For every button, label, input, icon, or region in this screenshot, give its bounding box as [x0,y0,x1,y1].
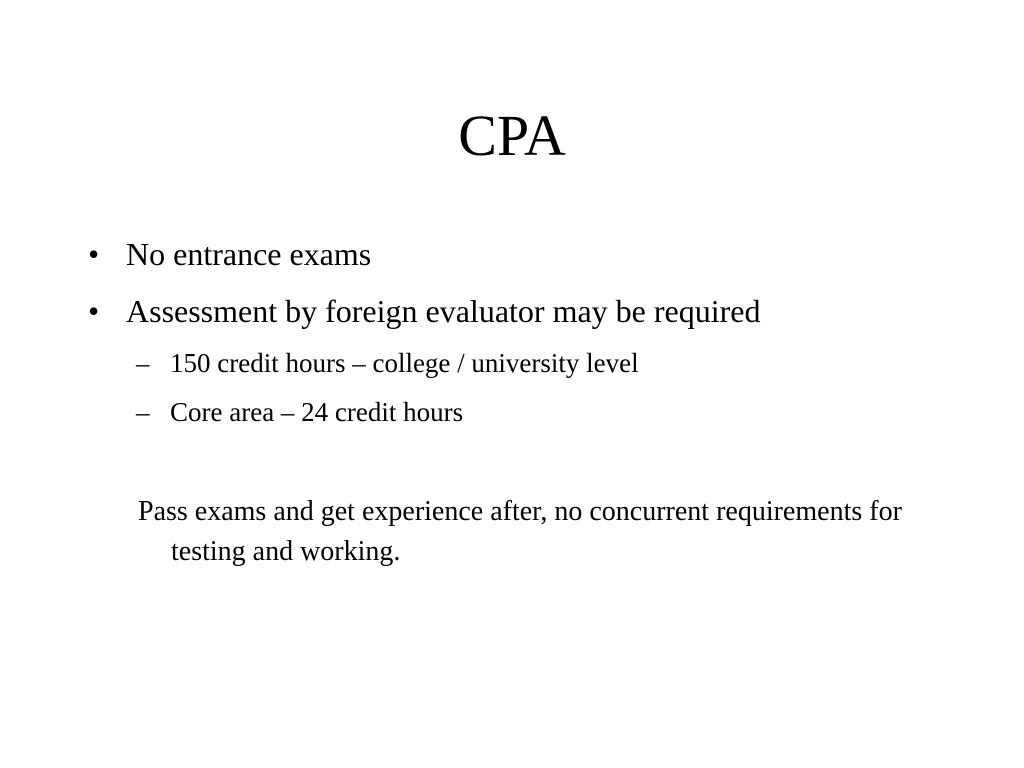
sub-bullet-text: Core area – 24 credit hours [170,397,464,427]
sub-bullet-marker: – [136,348,150,378]
bullet-text: No entrance exams [126,236,372,272]
sub-bullet-text: 150 credit hours – college / university level [170,348,639,378]
note-paragraph: Pass exams and get experience after, no concurrent requirements for testing and working. [138,496,902,567]
bullet-text: Assessment by foreign evaluator may be required [126,293,761,329]
slide-title: CPA [458,103,566,168]
bullet-marker: • [88,236,100,272]
bullet-marker: • [88,293,100,329]
sub-bullet-marker: – [136,397,150,427]
